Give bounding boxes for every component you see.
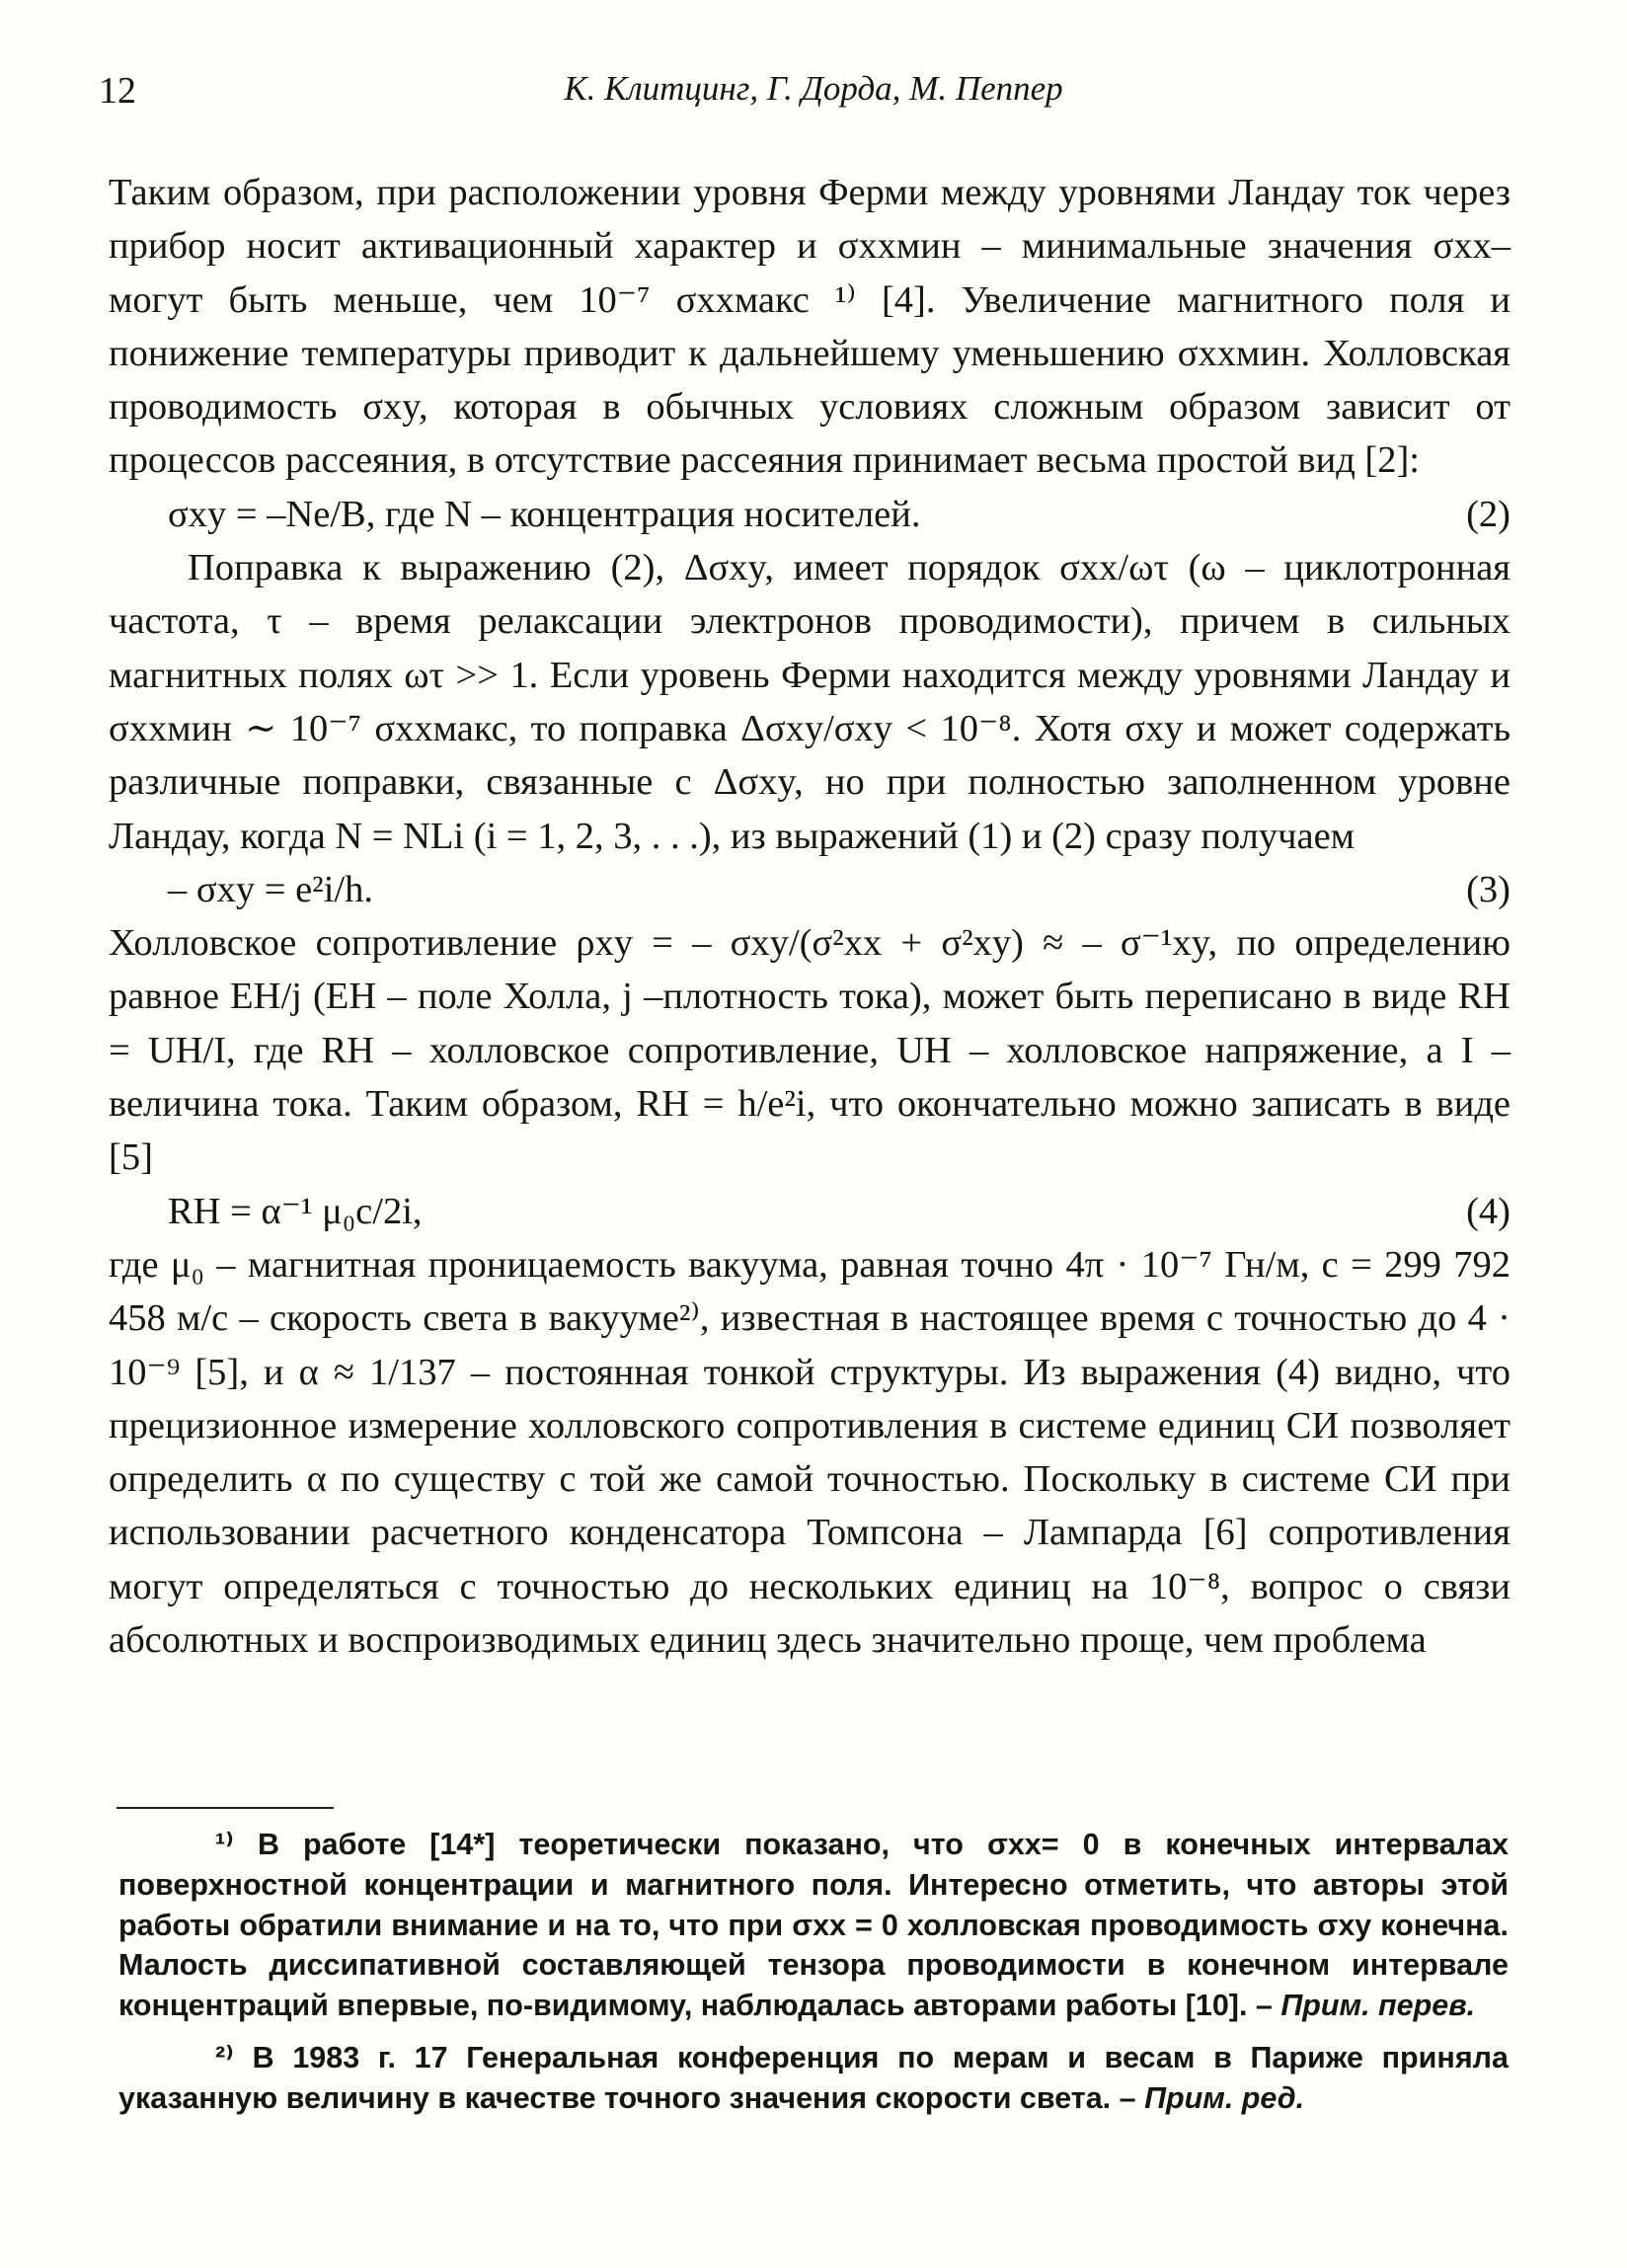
footnote-2-text: ²⁾ В 1983 г. 17 Генеральная конференция по мерам и весам в Париже приняла указанную величину в качестве точного значения скорости света. –: [118, 2040, 1509, 2115]
footnote-divider: [116, 1807, 334, 1809]
paragraph-3: Холловское сопротивление ρxy = – σxy/(σ²xx + σ²xy) ≈ – σ⁻¹xy, по определению равное EH/j (EH – поле Холла, j –плотность тока), может быть переписано в виде RH = UH/I, где RH – холловское сопротивление, UH – холловское напряжение, а I – величина тока. Таким образом, RH = h/e²i, что окончательно можно записать в виде [5]: [109, 922, 1511, 1179]
paragraph-1: Таким образом, при расположении уровня Ферми между уровнями Ландау ток через прибор носит активационный характер и σxxмин – минимальные значения σxx– могут быть меньше, чем 10⁻⁷ σxxмакс ¹⁾ [4]. Увеличение магнитного поля и понижение температуры приводит к дальнейшему уменьшению σxxмин. Холловская проводимость σxy, которая в обычных условиях сложным образом зависит от процессов рассеяния, в отсутствие рассеяния принимает весьма простой вид [2]:: [109, 172, 1511, 482]
equation-2: [109, 488, 1511, 541]
footnote-1-note: Прим. перев.: [1280, 1989, 1476, 2023]
equation-3-body: – σxy = e²i/h.: [168, 868, 373, 910]
paragraph-4: где μ₀ – магнитная проницаемость вакуума, равная точно 4π · 10⁻⁷ Гн/м, c = 299 792 458 м/с – скорость света в вакууме²⁾, известная в настоящее время с точностью до 4 · 10⁻⁹ [5], и α ≈ 1/137 – постоянная тонкой структуры. Из выражения (4) видно, что прецизионное измерение холловского сопротивления в системе единиц СИ позволяет определить α по существу с той же самой точностью. Поскольку в системе СИ при использовании расчетного конденсатора Томпсона – Лампарда [6] сопротивления могут определяться с точностью до нескольких единиц на 10⁻⁸, вопрос о связи абсолютных и воспроизводимых единиц здесь значительно проще, чем проблема: [109, 1243, 1511, 1662]
footnotes: [118, 1825, 1509, 2131]
footnote-2: [118, 2038, 1509, 2119]
footnote-1-text: ¹⁾ В работе [14*] теоретически показано, что σxx= 0 в конечных интервалах поверхностной концентрации и магнитного поля. Интересно отметить, что авторы этой работы обратили внимание и на то, что при σxx = 0 холловская проводимость σxy конечна. Малость диссипативной составляющей тензора проводимости в конечном интервале концентраций впервые, по-видимому, наблюдалась авторами работы [10]. –: [118, 1828, 1509, 2023]
page-number: 12: [99, 70, 136, 112]
main-text: [109, 166, 1511, 1667]
equation-4: [109, 1185, 1511, 1238]
running-title: К. Клитцинг, Г. Дорда, М. Пеппер: [564, 69, 1063, 108]
paragraph-2: Поправка к выражению (2), Δσxy, имеет порядок σxx/ωτ (ω – циклотронная частота, τ – время релаксации электронов проводимости), причем в сильных магнитных полях ωτ >> 1. Если уровень Ферми находится между уровнями Ландау и σxxмин ∼ 10⁻⁷ σxxмакс, то поправка Δσxy/σxy < 10⁻⁸. Хотя σxy и может содержать различные поправки, связанные с Δσxy, но при полностью заполненном уровне Ландау, когда N = NLi (i = 1, 2, 3, . . .), из выражений (1) и (2) сразу получаем: [109, 547, 1511, 857]
equation-4-number: (4): [1466, 1190, 1511, 1232]
equation-3: [109, 863, 1511, 916]
equation-4-body: RH = α⁻¹ μ₀c/2i,: [168, 1190, 423, 1232]
equation-2-body: σxy = –Ne/B, где N – концентрация носителей.: [168, 493, 921, 535]
footnote-1: [118, 1825, 1509, 2026]
equation-3-number: (3): [1466, 868, 1511, 910]
footnote-2-note: Прим. ред.: [1144, 2080, 1305, 2115]
equation-2-number: (2): [1466, 493, 1511, 535]
page-header: [99, 69, 1528, 118]
